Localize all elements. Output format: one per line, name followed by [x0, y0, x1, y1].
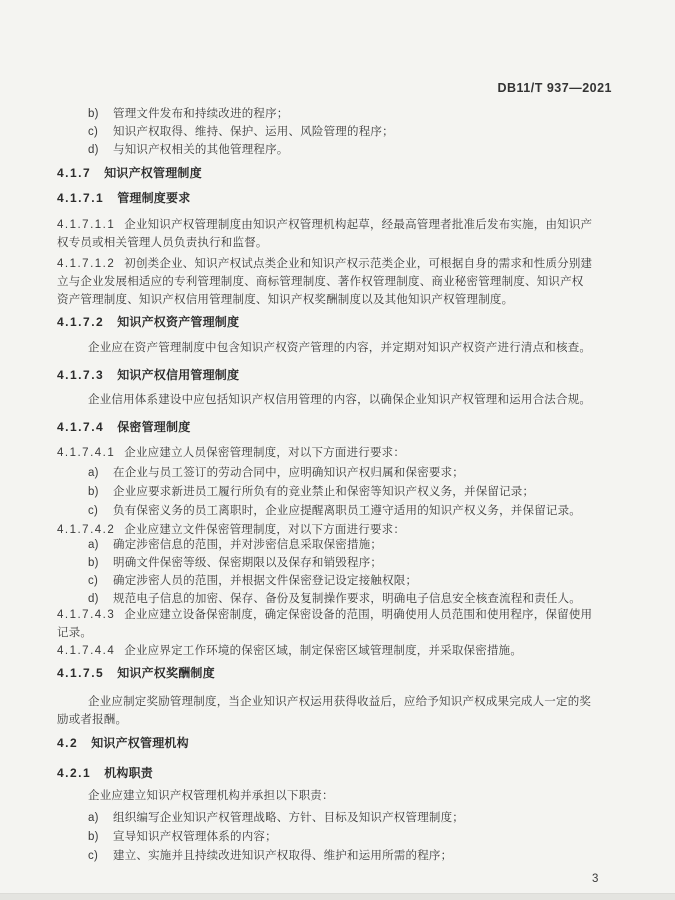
duties-list [57, 809, 630, 866]
personnel-list [57, 464, 630, 521]
heading-title: 知识产权管理制度 [104, 166, 202, 180]
heading-4-1-7-4 [57, 418, 630, 436]
heading-4-1-7 [57, 164, 630, 182]
clause-number: 4.1.7.1.1 [57, 219, 116, 231]
paragraph-line: 企业信用体系建设中应包括知识产权信用管理的内容，以确保企业知识产权管理和运用合法合规。 [88, 394, 592, 406]
list-item-text: 规范电子信息的加密、保存、备份及复制操作要求，明确电子信息安全核查流程和责任人。 [113, 593, 581, 605]
list-item-text: 建立、实施并且持续改进知识产权取得、维护和运用所需的程序； [113, 850, 453, 862]
paragraph-text: 企业应建立人员保密管理制度，对以下方面进行要求： [124, 447, 406, 459]
list-item-text: 企业应要求新进员工履行所负有的竞业禁止和保密等知识产权义务，并保留记录； [113, 486, 535, 498]
list-item-text: 明确文件保密等级、保密期限以及保存和销毁程序； [113, 557, 383, 569]
list-item-label: c) [88, 126, 98, 138]
heading-number: 4.1.7.4 [57, 420, 105, 434]
paragraph-4-1-7-4-3 [57, 606, 630, 642]
paragraph-4-1-7-1-1 [57, 216, 630, 252]
list-item [57, 828, 630, 847]
paragraph-4-2-1 [57, 787, 630, 805]
list-item-label: b) [88, 557, 99, 569]
paragraph-4-1-7-2 [57, 339, 630, 357]
paragraph-line: 资产管理制度、知识产权信用管理制度、知识产权奖酬制度以及其他知识产权管理制度。 [57, 294, 514, 306]
paragraph-line: 立与企业发展相适应的专利管理制度、商标管理制度、著作权管理制度、商业秘密管理制度、知识产权 [57, 276, 584, 288]
heading-title: 知识产权奖酬制度 [117, 666, 215, 680]
list-item-label: a) [88, 467, 99, 479]
heading-4-1-7-3 [57, 366, 630, 384]
list-item-label: b) [88, 108, 99, 120]
list-item [57, 502, 630, 521]
paragraph-4-1-7-1-2 [57, 255, 630, 309]
paragraph-4-1-7-4-4 [57, 642, 630, 660]
list-item-label: a) [88, 539, 99, 551]
paragraph-line [57, 255, 630, 273]
intro-list [57, 105, 630, 159]
list-item-label: d) [88, 144, 99, 156]
paragraph-line: 企业应在资产管理制度中包含知识产权资产管理的内容，并定期对知识产权资产进行清点和核查。 [88, 342, 592, 354]
list-item-label: b) [88, 486, 99, 498]
heading-title: 管理制度要求 [117, 191, 191, 205]
list-item-text: 管理文件发布和持续改进的程序； [113, 108, 289, 120]
heading-title: 知识产权信用管理制度 [117, 368, 240, 382]
list-item-label: d) [88, 593, 99, 605]
list-item-text: 确定涉密人员的范围，并根据文件保密登记设定接触权限； [113, 575, 418, 587]
heading-number: 4.1.7.5 [57, 666, 105, 680]
document-secrecy-list [57, 536, 630, 608]
clause-number: 4.1.7.1.2 [57, 258, 116, 270]
paragraph-line: 企业应制定奖励管理制度，当企业知识产权运用获得收益后，应给予知识产权成果完成人一定的奖 [88, 696, 592, 708]
paragraph-line: 权专员或相关管理人员负责执行和监督。 [57, 237, 268, 249]
clause-number: 4.1.7.4.2 [57, 524, 116, 536]
list-item [57, 464, 630, 483]
document-body [57, 0, 630, 866]
paragraph-text: 企业应建立文件保密管理制度，对以下方面进行要求： [124, 524, 406, 536]
heading-number: 4.1.7.2 [57, 315, 105, 329]
paragraph-4-1-7-4-1 [57, 444, 630, 462]
paragraph-line [57, 606, 630, 624]
list-item [57, 847, 630, 866]
list-item [57, 123, 630, 141]
list-item [57, 809, 630, 828]
list-item-label: a) [88, 812, 99, 824]
heading-4-2-1 [57, 764, 630, 782]
heading-title: 机构职责 [104, 766, 154, 780]
list-item-text: 知识产权取得、维持、保护、运用、风险管理的程序； [113, 126, 394, 138]
list-item [57, 572, 630, 590]
list-item [57, 105, 630, 123]
paragraph-line: 记录。 [57, 627, 93, 639]
list-item [57, 536, 630, 554]
paragraph-line [57, 216, 630, 234]
list-item-text: 与知识产权相关的其他管理程序。 [113, 144, 289, 156]
heading-number: 4.1.7.1 [57, 191, 105, 205]
paragraph-line: 励或者报酬。 [57, 714, 128, 726]
list-item [57, 141, 630, 159]
list-item [57, 554, 630, 572]
heading-number: 4.1.7 [57, 166, 92, 180]
paragraph-text: 企业应界定工作环境的保密区域，制定保密区域管理制度，并采取保密措施。 [124, 645, 523, 657]
heading-title: 知识产权管理机构 [91, 736, 189, 750]
page-number: 3 [592, 873, 599, 885]
document-code-header: DB11/T 937—2021 [497, 81, 612, 95]
heading-4-1-7-1 [57, 189, 630, 207]
clause-number: 4.1.7.4.1 [57, 447, 116, 459]
paragraph-line: 企业应建立知识产权管理机构并承担以下职责： [88, 790, 334, 802]
heading-4-2 [57, 734, 630, 752]
paragraph-4-1-7-3 [57, 391, 630, 409]
list-item-label: c) [88, 850, 98, 862]
heading-number: 4.2.1 [57, 766, 92, 780]
paragraph-line [57, 444, 630, 462]
scan-bottom-edge [0, 893, 675, 900]
list-item-text: 宣导知识产权管理体系的内容； [113, 831, 277, 843]
paragraph-text: 初创类企业、知识产权试点类企业和知识产权示范类企业，可根据自身的需求和性质分别建 [124, 258, 593, 270]
heading-title: 保密管理制度 [117, 420, 191, 434]
paragraph-4-1-7-5 [57, 693, 630, 729]
heading-4-1-7-2 [57, 313, 630, 331]
list-item [57, 483, 630, 502]
heading-4-1-7-5 [57, 664, 630, 682]
paragraph-text: 企业知识产权管理制度由知识产权管理机构起草，经最高管理者批准后发布实施，由知识产 [124, 219, 593, 231]
clause-number: 4.1.7.4.3 [57, 609, 116, 621]
paragraph-text: 企业应建立设备保密制度，确定保密设备的范围，明确使用人员范围和使用程序，保留使用 [124, 609, 593, 621]
paragraph-line [57, 642, 630, 660]
heading-number: 4.1.7.3 [57, 368, 105, 382]
list-item-text: 组织编写企业知识产权管理战略、方针、目标及知识产权管理制度； [113, 812, 464, 824]
list-item-text: 确定涉密信息的范围，并对涉密信息采取保密措施； [113, 539, 383, 551]
list-item-text: 在企业与员工签订的劳动合同中，应明确知识产权归属和保密要求； [113, 467, 464, 479]
heading-title: 知识产权资产管理制度 [117, 315, 240, 329]
list-item-label: b) [88, 831, 99, 843]
list-item-label: c) [88, 505, 98, 517]
list-item-label: c) [88, 575, 98, 587]
clause-number: 4.1.7.4.4 [57, 645, 116, 657]
list-item-text: 负有保密义务的员工离职时，企业应提醒离职员工遵守适用的知识产权义务，并保留记录。 [113, 505, 581, 517]
heading-number: 4.2 [57, 736, 79, 750]
